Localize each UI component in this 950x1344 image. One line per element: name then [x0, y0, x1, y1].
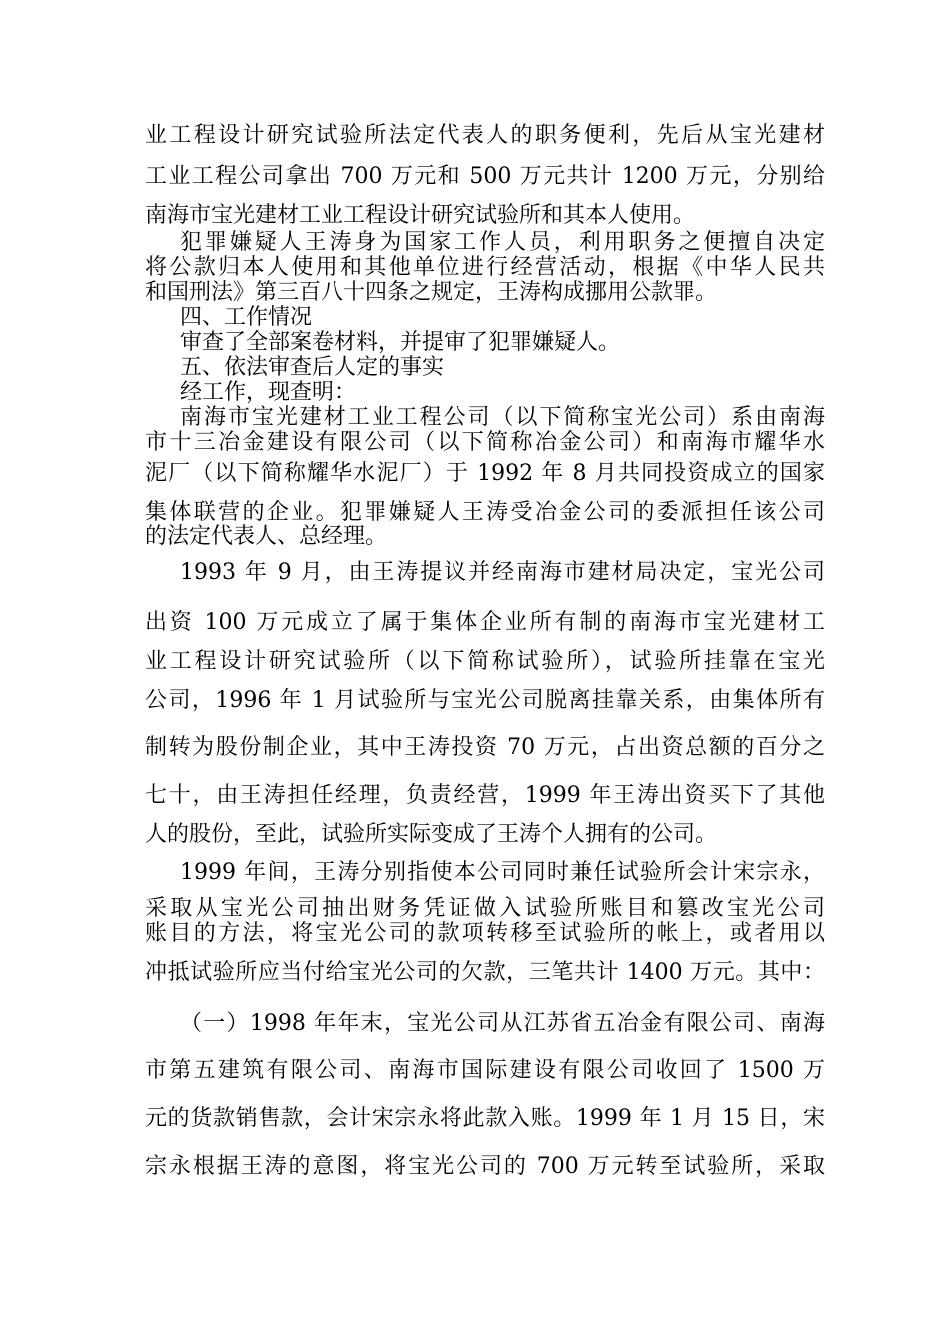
- text-line: 工业工程公司拿出 700 万元和 500 万元共计 1200 万元，分别给: [145, 164, 825, 189]
- text-line: 南海市宝光建材工业工程设计研究试验所和其本人使用。: [145, 203, 696, 228]
- text-line: 采取从宝光公司抽出财务凭证做入试验所账目和篡改宝光公司: [145, 896, 825, 921]
- text-line: 制转为股份制企业，其中王涛投资 70 万元，占出资总额的百分之: [145, 735, 825, 760]
- text-line: 1999 年间，王涛分别指使本公司同时兼任试验所会计宋宗永，: [180, 860, 825, 885]
- text-line: 七十，由王涛担任经理，负责经营，1999 年王涛出资买下了其他: [145, 783, 825, 808]
- text-line: 出资 100 万元成立了属于集体企业所有制的南海市宝光建材工: [145, 610, 825, 635]
- text-line: 泥厂（以下简称耀华水泥厂）于 1992 年 8 月共同投资成立的国家: [145, 461, 825, 486]
- text-line: 市第五建筑有限公司、南海市国际建设有限公司收回了 1500 万: [145, 1058, 825, 1083]
- text-line: 账目的方法，将宝光公司的款项转移至试验所的帐上，或者用以: [145, 921, 825, 946]
- text-line: 和国刑法》第三百八十四条之规定，王涛构成挪用公款罪。: [145, 280, 718, 305]
- section-heading: 四、工作情况: [180, 305, 313, 330]
- text-line: 公司，1996 年 1 月试验所与宝光公司脱离挂靠关系，由集体所有: [145, 688, 825, 713]
- text-line: （一）1998 年年末，宝光公司从江苏省五冶金有限公司、南海: [180, 1011, 825, 1036]
- text-line: 将公款归本人使用和其他单位进行经营活动，根据《中华人民共: [145, 255, 825, 280]
- text-line: 冲抵试验所应当付给宝光公司的欠款，三笔共计 1400 万元。其中：: [145, 960, 825, 985]
- text-line: 业工程设计研究试验所（以下简称试验所），试验所挂靠在宝光: [145, 649, 825, 674]
- text-line: 审查了全部案卷材料，并提审了犯罪嫌疑人。: [180, 330, 621, 355]
- text-line: 经工作，现查明：: [180, 380, 357, 405]
- text-line: 市十三冶金建设有限公司（以下简称冶金公司）和南海市耀华水: [145, 430, 825, 455]
- text-line: 人的股份，至此，试验所实际变成了王涛个人拥有的公司。: [145, 822, 718, 847]
- section-heading: 五、依法审查后人定的事实: [180, 355, 445, 380]
- text-line: 元的货款销售款，会计宋宗永将此款入账。1999 年 1 月 15 日，宋: [145, 1106, 825, 1131]
- text-line: 南海市宝光建材工业工程公司（以下简称宝光公司）系由南海: [180, 405, 825, 430]
- text-line: 的法定代表人、总经理。: [145, 524, 388, 549]
- text-line: 集体联营的企业。犯罪嫌疑人王涛受冶金公司的委派担任该公司: [145, 500, 825, 525]
- text-line: 宗永根据王涛的意图，将宝光公司的 700 万元转至试验所，采取: [145, 1154, 825, 1179]
- text-line: 1993 年 9 月，由王涛提议并经南海市建材局决定，宝光公司: [180, 560, 825, 585]
- text-line: 犯罪嫌疑人王涛身为国家工作人员，利用职务之便擅自决定: [180, 230, 825, 255]
- text-line: 业工程设计研究试验所法定代表人的职务便利，先后从宝光建材: [145, 123, 825, 148]
